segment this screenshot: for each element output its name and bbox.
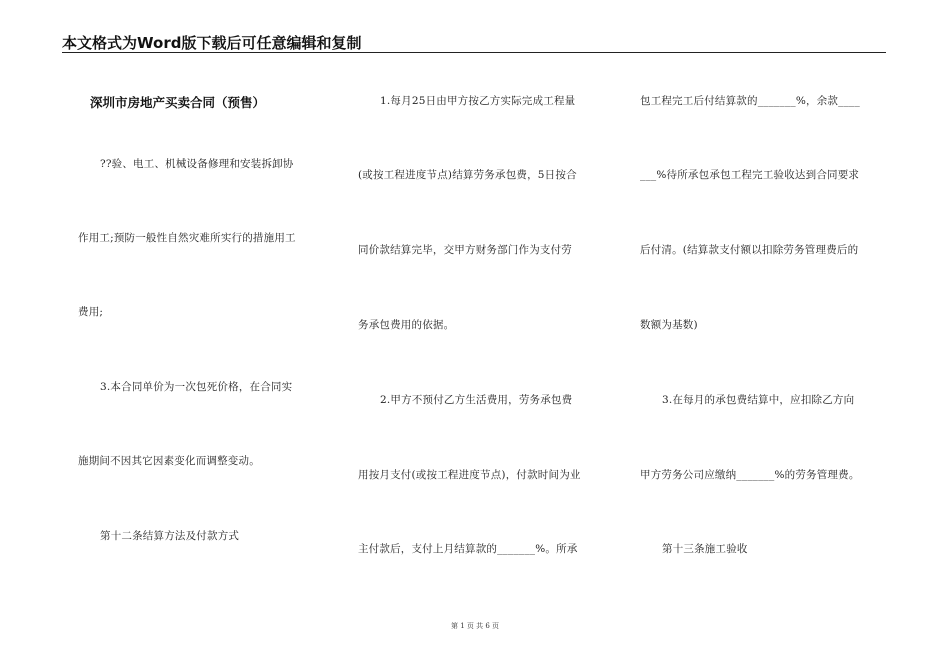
section-heading: 第十二条结算方法及付款方式 bbox=[100, 530, 240, 542]
paragraph-line: 3.本合同单价为一次包死价格，在合同实 bbox=[100, 381, 293, 393]
paragraph-line: 主付款后，支付上月结算款的_______%。所承 bbox=[358, 543, 578, 555]
document-title: 深圳市房地产买卖合同（预售） bbox=[90, 95, 266, 110]
paragraph-line: 1.每月25日由甲方按乙方实际完成工程量 bbox=[380, 95, 576, 107]
paragraph-line: (或按工程进度节点)结算劳务承包费，5日按合 bbox=[358, 169, 577, 181]
paragraph-line: ___%待所承包承包工程完工验收达到合同要求 bbox=[640, 169, 860, 181]
paragraph-line: 同价款结算完毕，交甲方财务部门作为支付劳 bbox=[358, 244, 572, 256]
paragraph-line: 数额为基数) bbox=[640, 319, 698, 331]
header-divider bbox=[62, 52, 886, 53]
paragraph-line: 用按月支付(或按工程进度节点)，付款时间为业 bbox=[358, 469, 581, 481]
paragraph-line: 甲方劳务公司应缴纳_______%的劳务管理费。 bbox=[640, 469, 860, 481]
paragraph-line: 后付清。(结算款支付额以扣除劳务管理费后的 bbox=[640, 244, 859, 256]
paragraph-line: 施期间不因其它因素变化而调整变动。 bbox=[78, 455, 260, 467]
paragraph-line: 务承包费用的依据。 bbox=[358, 319, 455, 331]
paragraph-line: ??验、电工、机械设备修理和安装拆卸协 bbox=[100, 158, 294, 170]
document-banner: 本文格式为Word版下载后可任意编辑和复制 bbox=[62, 34, 362, 52]
paragraph-line: 作用工;预防一般性自然灾难所实行的措施用工 bbox=[78, 232, 296, 244]
paragraph-line: 2.甲方不预付乙方生活费用，劳务承包费 bbox=[380, 394, 573, 406]
paragraph-line: 包工程完工后付结算款的_______%，余款____ bbox=[640, 95, 860, 107]
section-heading: 第十三条施工验收 bbox=[662, 543, 748, 555]
page-number: 第 1 页 共 6 页 bbox=[450, 622, 500, 630]
paragraph-line: 费用; bbox=[78, 306, 104, 318]
paragraph-line: 3.在每月的承包费结算中，应扣除乙方向 bbox=[662, 394, 855, 406]
